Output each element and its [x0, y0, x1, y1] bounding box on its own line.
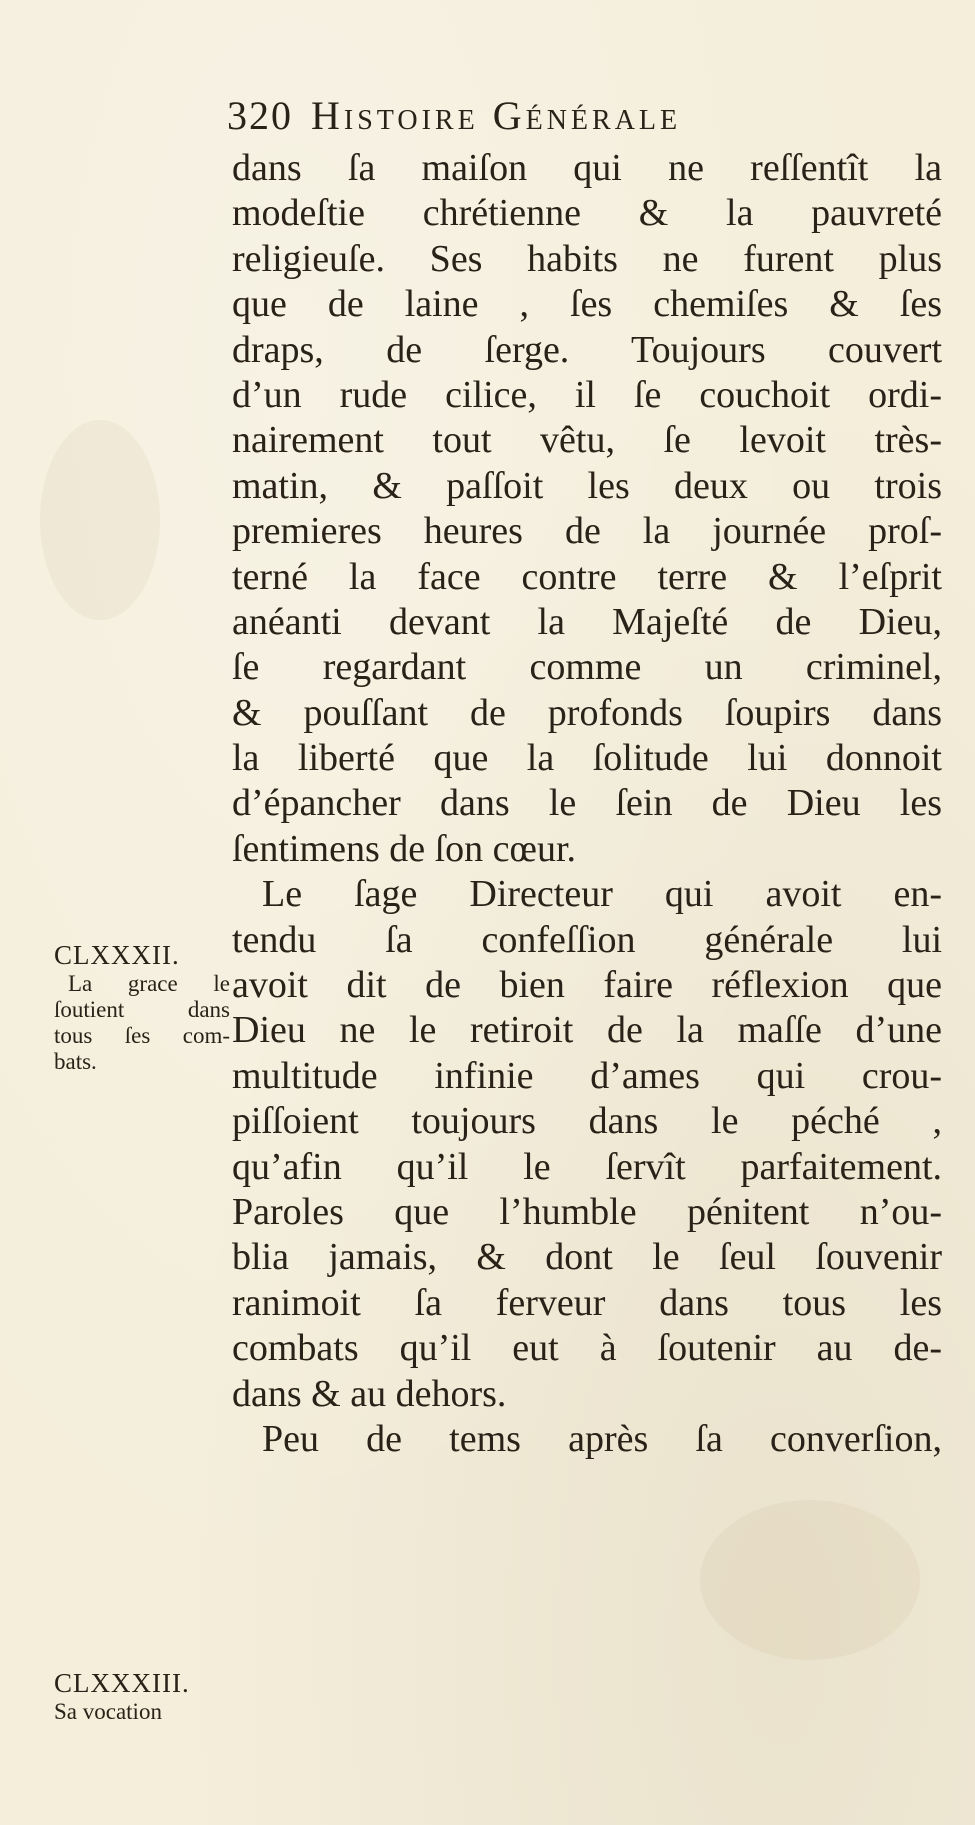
paragraph-3 — [232, 1417, 942, 1462]
text-line: la liberté que la ſolitude lui donnoit — [232, 737, 942, 780]
text-line: Paroles que l’humble pénitent n’ou- — [232, 1190, 942, 1233]
paragraph-2 — [232, 872, 942, 917]
main-text — [232, 146, 942, 1462]
text-line: dans ſa maiſon qui ne reſſentît la — [232, 147, 942, 189]
section-number: CLXXXIII. — [54, 1668, 190, 1698]
text-line: & pouſſant de profonds ſoupirs dans — [232, 691, 942, 734]
text-line: Le ſage Directeur qui avoit en- — [262, 873, 942, 916]
text-line: piſſoient toujours dans le péché , — [232, 1100, 942, 1143]
text-line: Dieu ne le retiroit de la maſſe d’une — [232, 1009, 942, 1052]
note-line: tous ſes com- — [54, 1023, 230, 1048]
text-line: terné la face contre terre & l’eſprit — [232, 555, 942, 598]
paragraph-2-cont — [232, 918, 942, 1417]
text-line: qu’afin qu’il le ſervît parfaitement. — [232, 1145, 942, 1188]
text-line: tendu ſa confeſſion générale lui — [232, 918, 942, 961]
note-line: La grace le — [68, 971, 230, 996]
text-line: blia jamais, & dont le ſeul ſouvenir — [232, 1236, 942, 1279]
page-header — [227, 92, 887, 139]
note-line: bats. — [54, 1049, 97, 1074]
text-line: d’un rude cilice, il ſe couchoit ordi- — [232, 373, 942, 416]
paper-stain — [40, 420, 160, 620]
text-line: nairement tout vêtu, ſe levoit très- — [232, 419, 942, 462]
text-line: ranimoit ſa ferveur dans tous les — [232, 1281, 942, 1324]
paragraph-1 — [232, 146, 942, 872]
note-line: Sa vocation — [54, 1699, 162, 1724]
text-line: modeſtie chrétienne & la pauvreté — [232, 192, 942, 235]
margin-note-2 — [54, 1668, 234, 1725]
section-number: CLXXXII. — [54, 940, 180, 970]
page-number: 320 — [227, 93, 293, 138]
text-line: que de laine , ſes chemiſes & ſes — [232, 283, 942, 326]
text-line: combats qu’il eut à ſoutenir au de- — [232, 1327, 942, 1370]
text-line: avoit dit de bien faire réflexion que — [232, 964, 942, 1007]
text-line: Peu de tems après ſa converſion, — [262, 1417, 942, 1460]
margin-note-1 — [54, 940, 234, 1075]
text-line: ſentimens de ſon cœur. — [232, 827, 577, 870]
text-line: multitude infinie d’ames qui crou- — [232, 1054, 942, 1097]
text-line: ſe regardant comme un criminel, — [232, 646, 942, 689]
note-line: ſoutient dans — [54, 997, 230, 1022]
text-line: religieuſe. Ses habits ne furent plus — [232, 237, 942, 280]
text-line: dans & au dehors. — [232, 1372, 507, 1415]
paper-stain — [700, 1500, 920, 1660]
text-line: draps, de ſerge. Toujours couvert — [232, 328, 942, 371]
text-line: matin, & paſſoit les deux ou trois — [232, 464, 942, 507]
running-title: Histoire Générale — [311, 93, 682, 138]
text-line: anéanti devant la Majeſté de Dieu, — [232, 600, 942, 643]
text-line: premieres heures de la journée proſ- — [232, 510, 942, 553]
text-line: d’épancher dans le ſein de Dieu les — [232, 782, 942, 825]
